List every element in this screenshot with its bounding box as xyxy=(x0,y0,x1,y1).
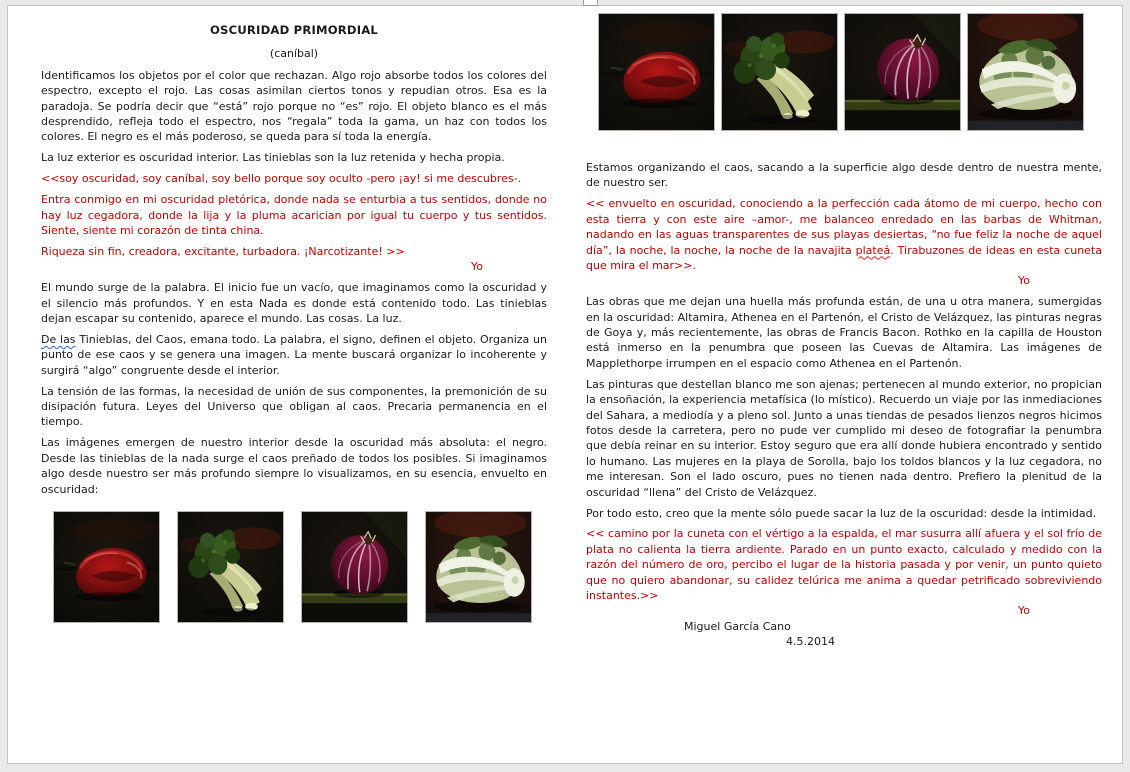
quote-soy-oscuridad: <<soy oscuridad, soy caníbal, soy bello porque soy oculto -pero ¡ay! si me descubres-. xyxy=(41,172,522,186)
paragraph-la-luz-exterior: La luz exterior es oscuridad interior. Las tinieblas son la luz retenida y hecha propia. xyxy=(41,151,505,165)
signature-yo-left: Yo xyxy=(471,260,483,274)
paragraph-las-obras: Las obras que me dejan una huella más profunda están, de una u otra manera, sumergidas en la oscuridad: Altamira, Athenea en el Partenón, el Cristo de Velázquez, las pinturas negras de Goya y, más recientemente, las obras de Francis Bacon. Rothko en la capilla de Houston está inmerso en la penumbra que poseen las Cuevas de Altamira. Las imágenes de Mapplethorpe irrumpen en el espacio como Athenea en el Partenón. xyxy=(586,295,1102,370)
broccoli-painting xyxy=(177,511,284,623)
napa-cabbage-painting xyxy=(425,511,532,623)
document-page xyxy=(7,5,1123,764)
broccoli-painting xyxy=(721,13,838,131)
paragraph-estamos-organizando: Estamos organizando el caos, sacando a la superficie algo desde dentro de nuestra mente, de nuestro ser. xyxy=(586,161,1102,190)
paragraph-el-mundo: El mundo surge de la palabra. El inicio fue un vacío, que imaginamos como la oscuridad y el silencio más profundos. Y en esta Nada es donde está contenido todo. Las tinieblas dejan escapar su contenido, aparece el mundo. Las cosas. La luz. xyxy=(41,281,547,325)
quote-envuelto-after: . Tirabuzones de ideas en esta cuneta que mira el mar>>. xyxy=(586,243,1102,272)
painting-row-top xyxy=(586,13,1102,131)
red-onion-painting xyxy=(301,511,408,623)
paragraph-las-imagenes: Las imágenes emergen de nuestro interior desde la oscuridad más absoluta: el negro. Desde las tinieblas de la nada surge el caos preñado de todos los posibles. Si imaginamos algo desde nuestro ser más profundo siempre lo visualizamos, en su esencia, envuelto en oscuridad: xyxy=(41,436,547,496)
author-name: Miguel García Cano xyxy=(684,619,791,633)
right-column xyxy=(586,13,1102,650)
signature-yo-right-2: Yo xyxy=(1018,604,1030,618)
painting-row-bottom xyxy=(41,511,547,623)
document-date: 4.5.2014 xyxy=(786,635,835,649)
page-top-marker xyxy=(583,0,598,6)
red-pepper-painting xyxy=(598,13,715,131)
quote-envuelto-before: << envuelto en oscuridad, conociendo a la perfección cada átomo de mi cuerpo, hecho con esta tierra y con este aire –amor-, me balanceo enredado en las barbas de Whitman, nadando en las aguas transparentes de sus playas desiertas, “no fue feliz la noche de aquel día”, la noche, la noche, la noche de la navajita xyxy=(586,197,1102,257)
paragraph-la-tension: La tensión de las formas, la necesidad de unión de sus componentes, la premonición de su disipación futura. Leyes del Universo que obligan al caos. Precaria permanencia en el tiempo. xyxy=(41,384,547,429)
paragraph-por-todo-esto: Por todo esto, creo que la mente sólo puede sacar la luz de la oscuridad: desde la intimidad. xyxy=(586,506,1097,520)
grammar-flagged-text: De las xyxy=(41,332,76,346)
signature-yo-right-1: Yo xyxy=(1018,274,1030,288)
red-pepper-painting xyxy=(53,511,160,623)
quote-entra-conmigo: Entra conmigo en mi oscuridad pletórica, donde nada se enturbia a tus sentidos, donde no hay luz cegadora, donde la lija y la pluma acarician por igual tu cuerpo y tus sentidos. Siente, siente mi corazón de tinta china. xyxy=(41,193,547,237)
red-onion-painting xyxy=(844,13,961,131)
spellcheck-flagged-text: plateá xyxy=(855,243,891,257)
paragraph-de-las-tinieblas-rest: Tinieblas, del Caos, emana todo. La palabra, el signo, definen el objeto. Organiza un punto de ese caos y se genera una imagen. La mente buscará organizar lo incoherente y surgirá “algo” congruente desde el interior. xyxy=(41,332,547,377)
quote-camino-cuneta: << camino por la cuneta con el vértigo a la espalda, el mar susurra allí afuera y el sol frío de plata no calienta la tierra ardiente. Parado en un punto exacto, calculado y medido con la razón del número de oro, percibo el lugar de la historia pasada y por venir, un punto quieto que no quiero abandonar, su calidez telúrica me anima a quedar petrificado sobreviviendo instantes.>> xyxy=(586,527,1102,603)
paragraph-de-las-tinieblas xyxy=(41,332,547,378)
left-column xyxy=(41,23,547,623)
quote-riqueza: Riqueza sin fin, creadora, excitante, turbadora. ¡Narcotizante! >> xyxy=(41,244,405,258)
page-title: OSCURIDAD PRIMORDIAL xyxy=(210,23,378,37)
paragraph-identificamos: Identificamos los objetos por el color que rechazan. Algo rojo absorbe todos los colores del espectro, excepto el rojo. Las cosas asimilan ciertos tonos y repudian otros. Esa es la paradoja. Se podría decir que “está” rojo porque no “es” rojo. El objeto blanco es el más desprendido, refleja todo el espectro, nos “regala” toda la gama, un haz con todos los colores. El negro es el más poderoso, se queda para sí toda la energía. xyxy=(41,68,547,144)
paragraph-las-pinturas: Las pinturas que destellan blanco me son ajenas; pertenecen al mundo exterior, no propician la ensoñación, la experiencia metafísica (lo místico). Recuerdo un viaje por las inmediaciones del Sahara, a mediodía y a pleno sol. Junto a unas tiendas de pesados lienzos negros hicimos fotos desde la carretera, pero no pude ver cumplido mi deseo de fotografiar la penumbra que debía reinar en su interior. Estoy seguro que era allí donde hubiera encontrado y sentido lo humano. Las mujeres en la playa de Sorolla, bajo los toldos blancos y la luz cegadora, no me interesan. Son el lado oscuro, pues no tienen nada dentro. Prefiero la plenitud de la oscuridad “llena” del Cristo de Velázquez. xyxy=(586,377,1102,499)
page-subtitle: (caníbal) xyxy=(269,47,319,61)
napa-cabbage-painting xyxy=(967,13,1084,131)
quote-envuelto xyxy=(586,196,1102,273)
